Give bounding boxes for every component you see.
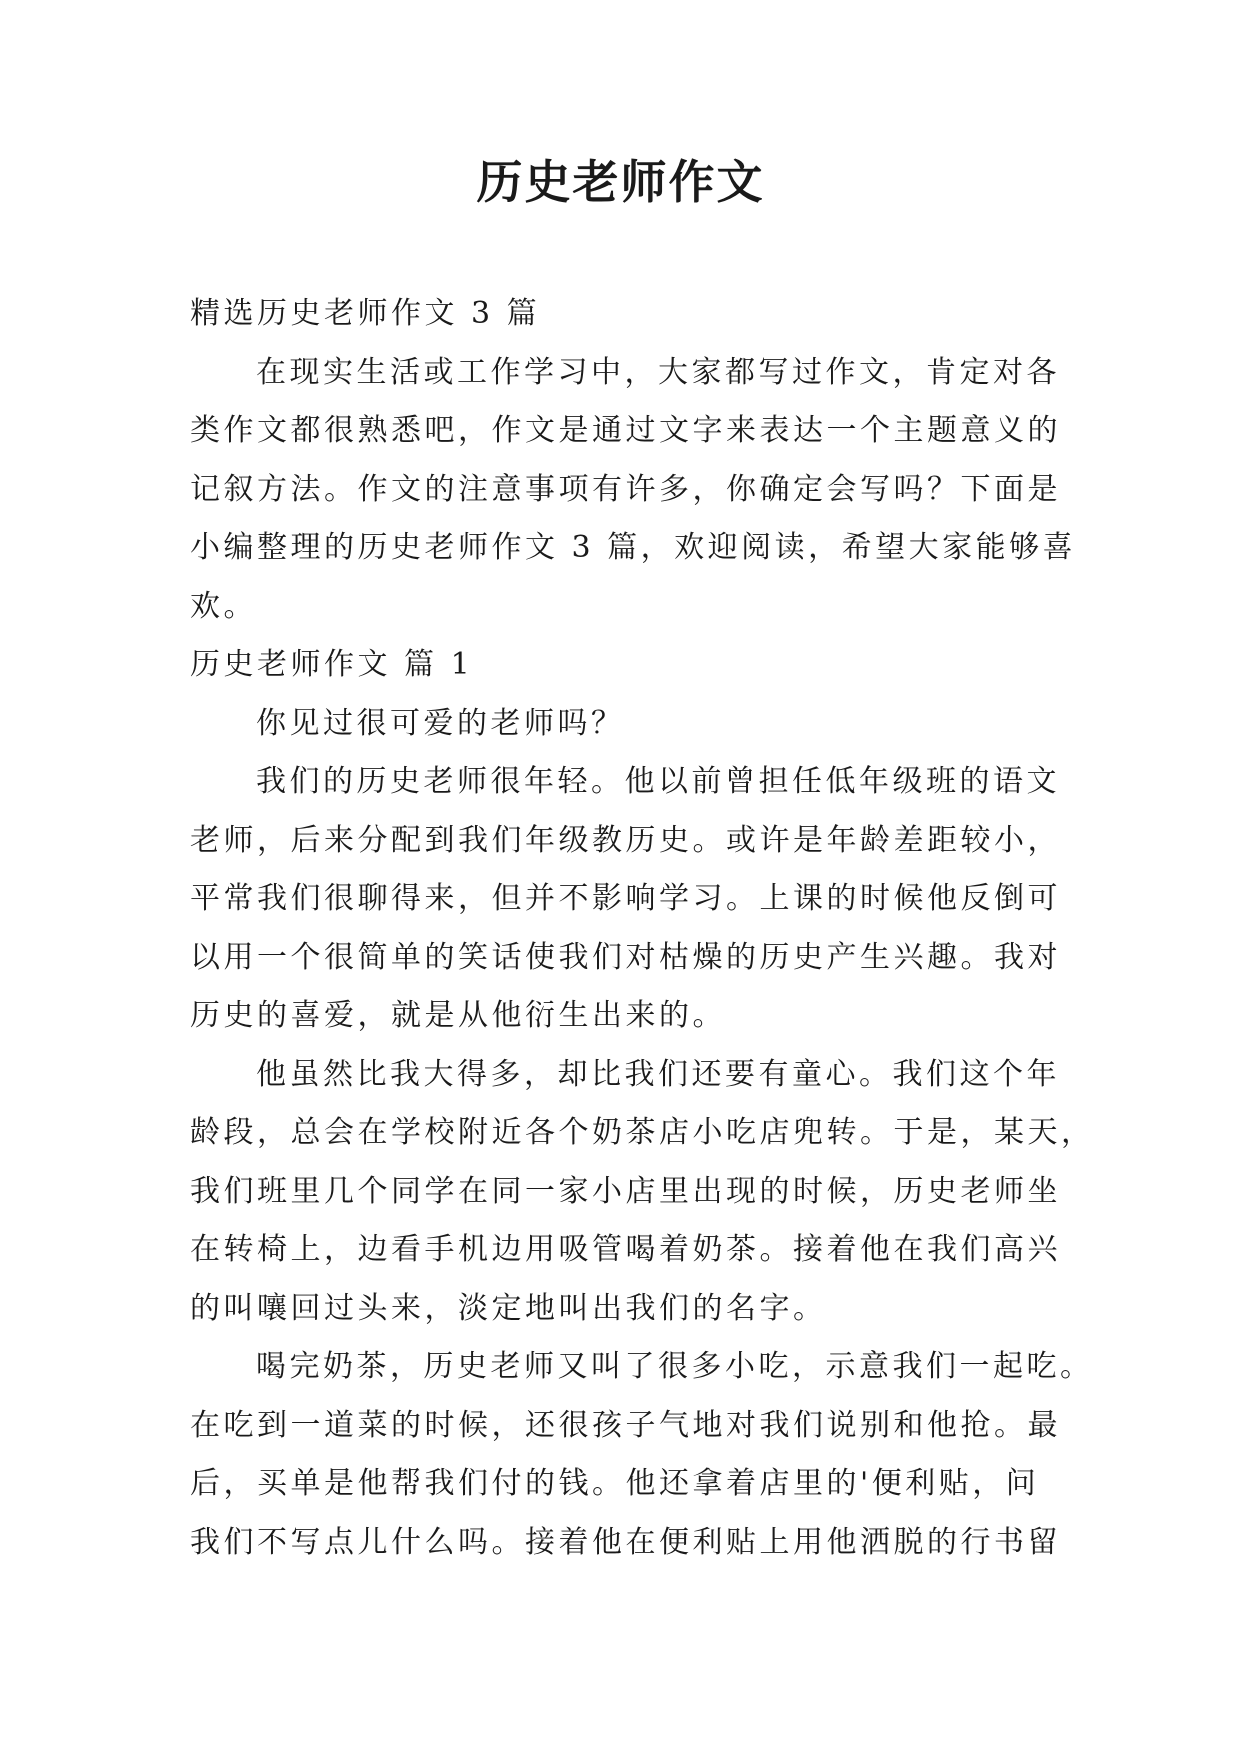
paragraph-line: 在转椅上，边看手机边用吸管喝着奶茶。接着他在我们高兴	[190, 1232, 1061, 1267]
paragraph-line: 我们不写点儿什么吗。接着他在便利贴上用他洒脱的行书留	[190, 1524, 1061, 1560]
paragraph-line: 记叙方法。作文的注意事项有许多，你确定会写吗？下面是	[190, 471, 1061, 507]
paragraph-line: 你见过很可爱的老师吗？	[256, 705, 625, 741]
paragraph-line: 以用一个很简单的笑话使我们对枯燥的历史产生兴趣。我对	[190, 939, 1061, 975]
paragraph-line: 类作文都很熟悉吧，作文是通过文字来表达一个主题意义的	[190, 413, 1061, 448]
paragraph-line: 后，买单是他帮我们付的钱。他还拿着店里的'便利贴，问	[190, 1466, 1040, 1501]
paragraph-line: 在吃到一道菜的时候，还很孩子气地对我们说别和他抢。最	[190, 1407, 1061, 1443]
paragraph-line: 我们的历史老师很年轻。他以前曾担任低年级班的语文	[256, 764, 1060, 799]
paragraph-line: 在现实生活或工作学习中，大家都写过作文，肯定对各	[256, 354, 1060, 390]
paragraph-line: 他虽然比我大得多，却比我们还要有童心。我们这个年	[256, 1056, 1060, 1092]
paragraph-line: 老师，后来分配到我们年级教历史。或许是年龄差距较小，	[190, 822, 1061, 858]
paragraph-line: 小编整理的历史老师作文 3 篇，欢迎阅读，希望大家能够喜	[190, 530, 1077, 565]
paragraph-line: 龄段，总会在学校附近各个奶茶店小吃店兜转。于是，某天，	[190, 1115, 1095, 1150]
paragraph-line: 历史的喜爱，就是从他衍生出来的。	[190, 998, 726, 1033]
paragraph-line: 欢。	[190, 588, 257, 624]
document-body	[190, 285, 1095, 1572]
document-title: 历史老师作文	[476, 155, 765, 209]
paragraph-line: 我们班里几个同学在同一家小店里出现的时候，历史老师坐	[190, 1173, 1061, 1209]
paragraph-line: 喝完奶茶，历史老师又叫了很多小吃，示意我们一起吃。	[256, 1349, 1094, 1384]
paragraph-line: 平常我们很聊得来，但并不影响学习。上课的时候他反倒可	[190, 881, 1061, 916]
section-heading: 历史老师作文 篇 1	[190, 647, 474, 682]
section-heading: 精选历史老师作文 3 篇	[190, 296, 541, 331]
paragraph-line: 的叫嚷回过头来，淡定地叫出我们的名字。	[190, 1290, 827, 1326]
